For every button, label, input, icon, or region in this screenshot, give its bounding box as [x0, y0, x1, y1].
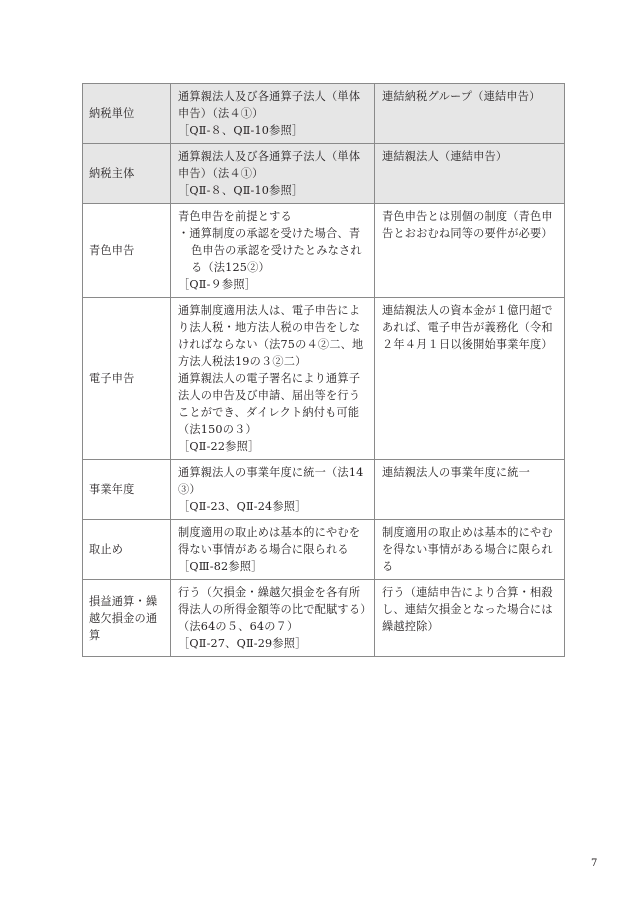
tsuusan-bullet-text: ・通算制度の承認を受けた場合、青色申告の承認を受けたとみなされる（法125②） — [178, 227, 362, 274]
tsuusan-cell — [171, 460, 375, 520]
tsuusan-text: 通算親法人の電子署名により通算子法人の申告及び申請、届出等を行うことができ、ダイレクト納付も可能（法150の３） — [178, 372, 361, 436]
renketsu-text: 連結納税グループ（連結申告） — [382, 90, 541, 103]
row-label: 納税主体 — [89, 167, 135, 180]
tsuusan-text: 通算親法人の事業年度に統一（法14③） — [178, 466, 364, 496]
renketsu-text: 連結親法人の資本金が１億円超であれば、電子申告が義務化（令和２年４月１日以後開始事業年度） — [382, 304, 553, 351]
tsuusan-cell — [171, 204, 375, 298]
tsuusan-cell — [171, 144, 375, 204]
renketsu-text: 連結親法人（連結申告） — [382, 150, 508, 163]
table-row-denshi-shinkoku — [83, 298, 565, 460]
table-row-soneki-tsuusan — [83, 580, 565, 657]
row-label: 事業年度 — [89, 483, 135, 496]
table-row-nouzei-tani — [83, 84, 565, 144]
renketsu-cell — [375, 204, 565, 298]
tsuusan-cell — [171, 298, 375, 460]
renketsu-cell — [375, 580, 565, 657]
page-number: 7 — [591, 858, 598, 869]
row-label-cell — [83, 460, 171, 520]
renketsu-cell — [375, 144, 565, 204]
row-label: 損益通算・繰越欠損金の通算 — [89, 594, 158, 642]
tsuusan-cell — [171, 84, 375, 144]
renketsu-text: 青色申告とは別個の制度（青色申告とおおむね同等の要件が必要） — [382, 210, 553, 240]
tsuusan-reference: ［QⅡ-27、QⅡ-29参照］ — [178, 637, 307, 650]
table-row-jigyou-nendo — [83, 460, 565, 520]
tsuusan-reference: ［QⅡ-８、QⅡ-10参照］ — [178, 184, 304, 197]
renketsu-cell — [375, 520, 565, 580]
comparison-table — [82, 83, 565, 657]
row-label: 青色申告 — [89, 244, 135, 257]
tsuusan-reference: ［QⅢ-82参照］ — [178, 560, 263, 573]
tsuusan-text: 制度適用の取止めは基本的にやむを得ない事情がある場合に限られる — [178, 526, 361, 556]
renketsu-cell — [375, 460, 565, 520]
row-label: 電子申告 — [89, 372, 135, 385]
tsuusan-text: 青色申告を前提とする — [178, 210, 292, 223]
renketsu-text: 連結親法人の事業年度に統一 — [382, 466, 531, 479]
tsuusan-reference: ［QⅡ-８、QⅡ-10参照］ — [178, 124, 304, 137]
tsuusan-reference: ［QⅡ-22参照］ — [178, 440, 260, 453]
renketsu-text: 行う（連結申告により合算・相殺し、連結欠損金となった場合には繰越控除） — [382, 586, 553, 633]
tsuusan-text: 通算親法人及び各通算子法人（単体申告）（法４①） — [178, 90, 361, 120]
renketsu-cell — [375, 84, 565, 144]
row-label-cell — [83, 144, 171, 204]
row-label-cell — [83, 520, 171, 580]
tsuusan-cell — [171, 520, 375, 580]
tsuusan-text: 通算制度適用法人は、電子申告により法人税・地方法人税の申告をしなければならない（法75の４②二、地方法人税法19の３②二） — [178, 304, 364, 368]
comparison-table-body — [83, 84, 565, 657]
table-row-torivame — [83, 520, 565, 580]
tsuusan-text: 行う（欠損金・繰越欠損金を各有所得法人の所得金額等の比で配賦する）（法64の５、64の７） — [178, 586, 366, 633]
table-row-nouzei-shutai — [83, 144, 565, 204]
row-label-cell — [83, 204, 171, 298]
table-row-aoiro-shinkoku — [83, 204, 565, 298]
row-label: 納税単位 — [89, 107, 135, 120]
renketsu-cell — [375, 298, 565, 460]
row-label-cell — [83, 298, 171, 460]
tsuusan-reference: ［QⅡ-９参照］ — [178, 278, 257, 291]
tsuusan-cell — [171, 580, 375, 657]
tsuusan-reference: ［QⅡ-23、QⅡ-24参照］ — [178, 500, 307, 513]
row-label-cell — [83, 580, 171, 657]
row-label-cell — [83, 84, 171, 144]
tsuusan-text: 通算親法人及び各通算子法人（単体申告）（法４①） — [178, 150, 361, 180]
renketsu-text: 制度適用の取止めは基本的にやむを得ない事情がある場合に限られる — [382, 526, 553, 573]
row-label: 取止め — [89, 543, 124, 556]
